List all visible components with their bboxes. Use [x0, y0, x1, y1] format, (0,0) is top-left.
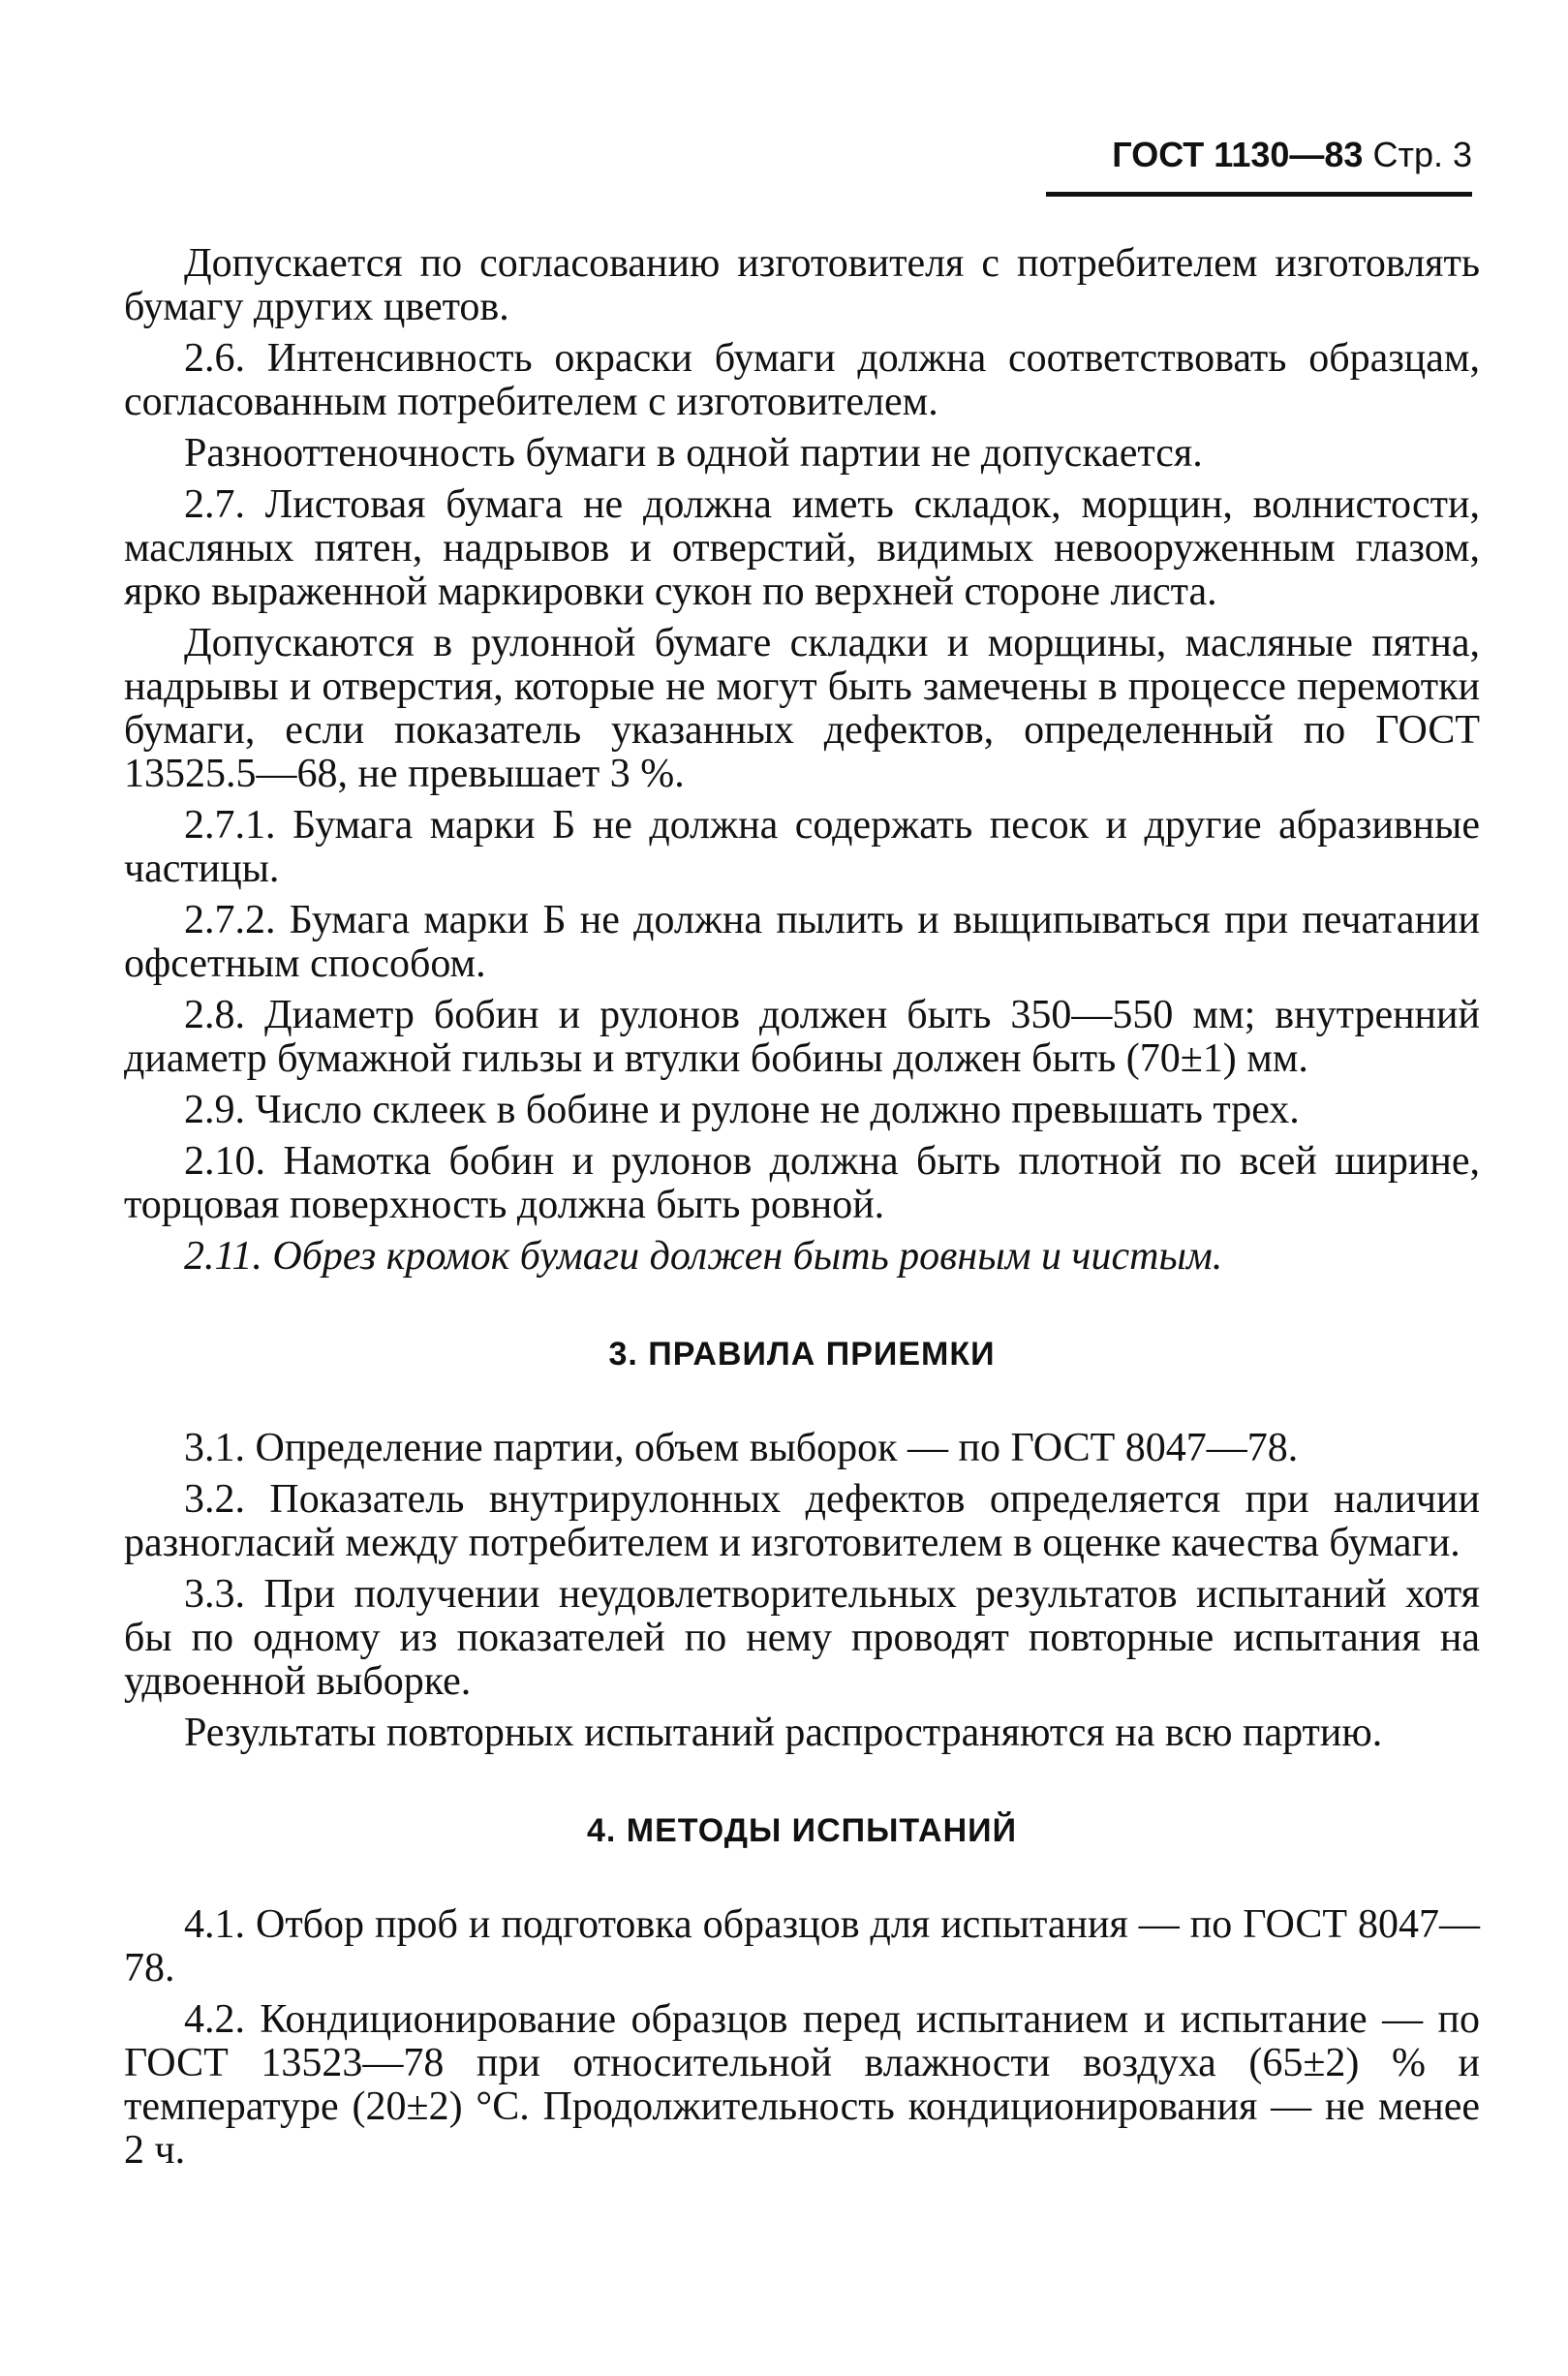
- paragraph-shade: Разнооттеночность бумаги в одной партии не допускается.: [184, 431, 1203, 476]
- paragraph-2-7-1: 2.7.1. Бумага марки Б не должна содержать песок и другие абразивные частицы.: [124, 803, 1480, 891]
- paragraph-4-1: 4.1. Отбор проб и подготовка образцов для испытания — по ГОСТ 8047—78.: [124, 1902, 1480, 1990]
- document-body: [124, 136, 1480, 2180]
- standard-code: ГОСТ 1130—83: [1112, 135, 1364, 174]
- paragraph-roll-defects: Допускаются в рулонной бумаге складки и морщины, масляные пятна, надрывы и отверстия, которые не могут быть замечены в процессе перемотки бумаги, если показатель указанных дефектов, определенный по ГОСТ 13525.5—68, не превышает 3 %.: [124, 621, 1480, 796]
- paragraph-2-9: 2.9. Число склеек в бобине и рулоне не должно превышать трех.: [184, 1088, 1300, 1132]
- paragraph-4-2: 4.2. Кондиционирование образцов перед испытанием и испытание — по ГОСТ 13523—78 при относительной влажности воздуха (65±2) % и температуре (20±2) °С. Продолжительность кондиционирования — не менее 2 ч.: [124, 1997, 1480, 2173]
- section-3-title: 3. ПРАВИЛА ПРИЕМКИ: [608, 1336, 996, 1373]
- paragraph-3-3: 3.3. При получении неудовлетворительных результатов испытаний хотя бы по одному из показателей по нему проводят повторные испытания на удвоенной выборке.: [124, 1572, 1480, 1704]
- paragraph-repeat-results: Результаты повторных испытаний распространяются на всю партию.: [184, 1711, 1383, 1755]
- paragraph-2-10: 2.10. Намотка бобин и рулонов должна быть плотной по всей ширине, торцовая поверхность должна быть ровной.: [124, 1139, 1480, 1227]
- paragraph-2-6: 2.6. Интенсивность окраски бумаги должна соответствовать образцам, согласованным потребителем с изготовителем.: [124, 336, 1480, 424]
- paragraph-2-11: 2.11. Обрез кромок бумаги должен быть ровным и чистым.: [184, 1234, 1223, 1279]
- paragraph-3-2: 3.2. Показатель внутрирулонных дефектов определяется при наличии разногласий между потребителем и изготовителем в оценке качества бумаги.: [124, 1477, 1480, 1565]
- paragraph-2-7: 2.7. Листовая бумага не должна иметь складок, морщин, волнистости, масляных пятен, надрывов и отверстий, видимых невооруженным глазом, ярко выраженной маркировки сукон по верхней стороне листа.: [124, 482, 1480, 614]
- paragraph-3-1: 3.1. Определение партии, объем выборок — по ГОСТ 8047—78.: [184, 1426, 1299, 1470]
- page-number: Стр. 3: [1372, 135, 1472, 174]
- paragraph-2-8: 2.8. Диаметр бобин и рулонов должен быть 350—550 мм; внутренний диаметр бумажной гильзы и втулки бобины должен быть (70±1) мм.: [124, 993, 1480, 1081]
- section-4-title: 4. МЕТОДЫ ИСПЫТАНИЙ: [587, 1812, 1017, 1849]
- paragraph-2-7-2: 2.7.2. Бумага марки Б не должна пылить и выщипываться при печатании офсетным способом.: [124, 898, 1480, 986]
- paragraph-colors: Допускается по согласованию изготовителя с потребителем изготовлять бумагу других цветов.: [124, 241, 1480, 329]
